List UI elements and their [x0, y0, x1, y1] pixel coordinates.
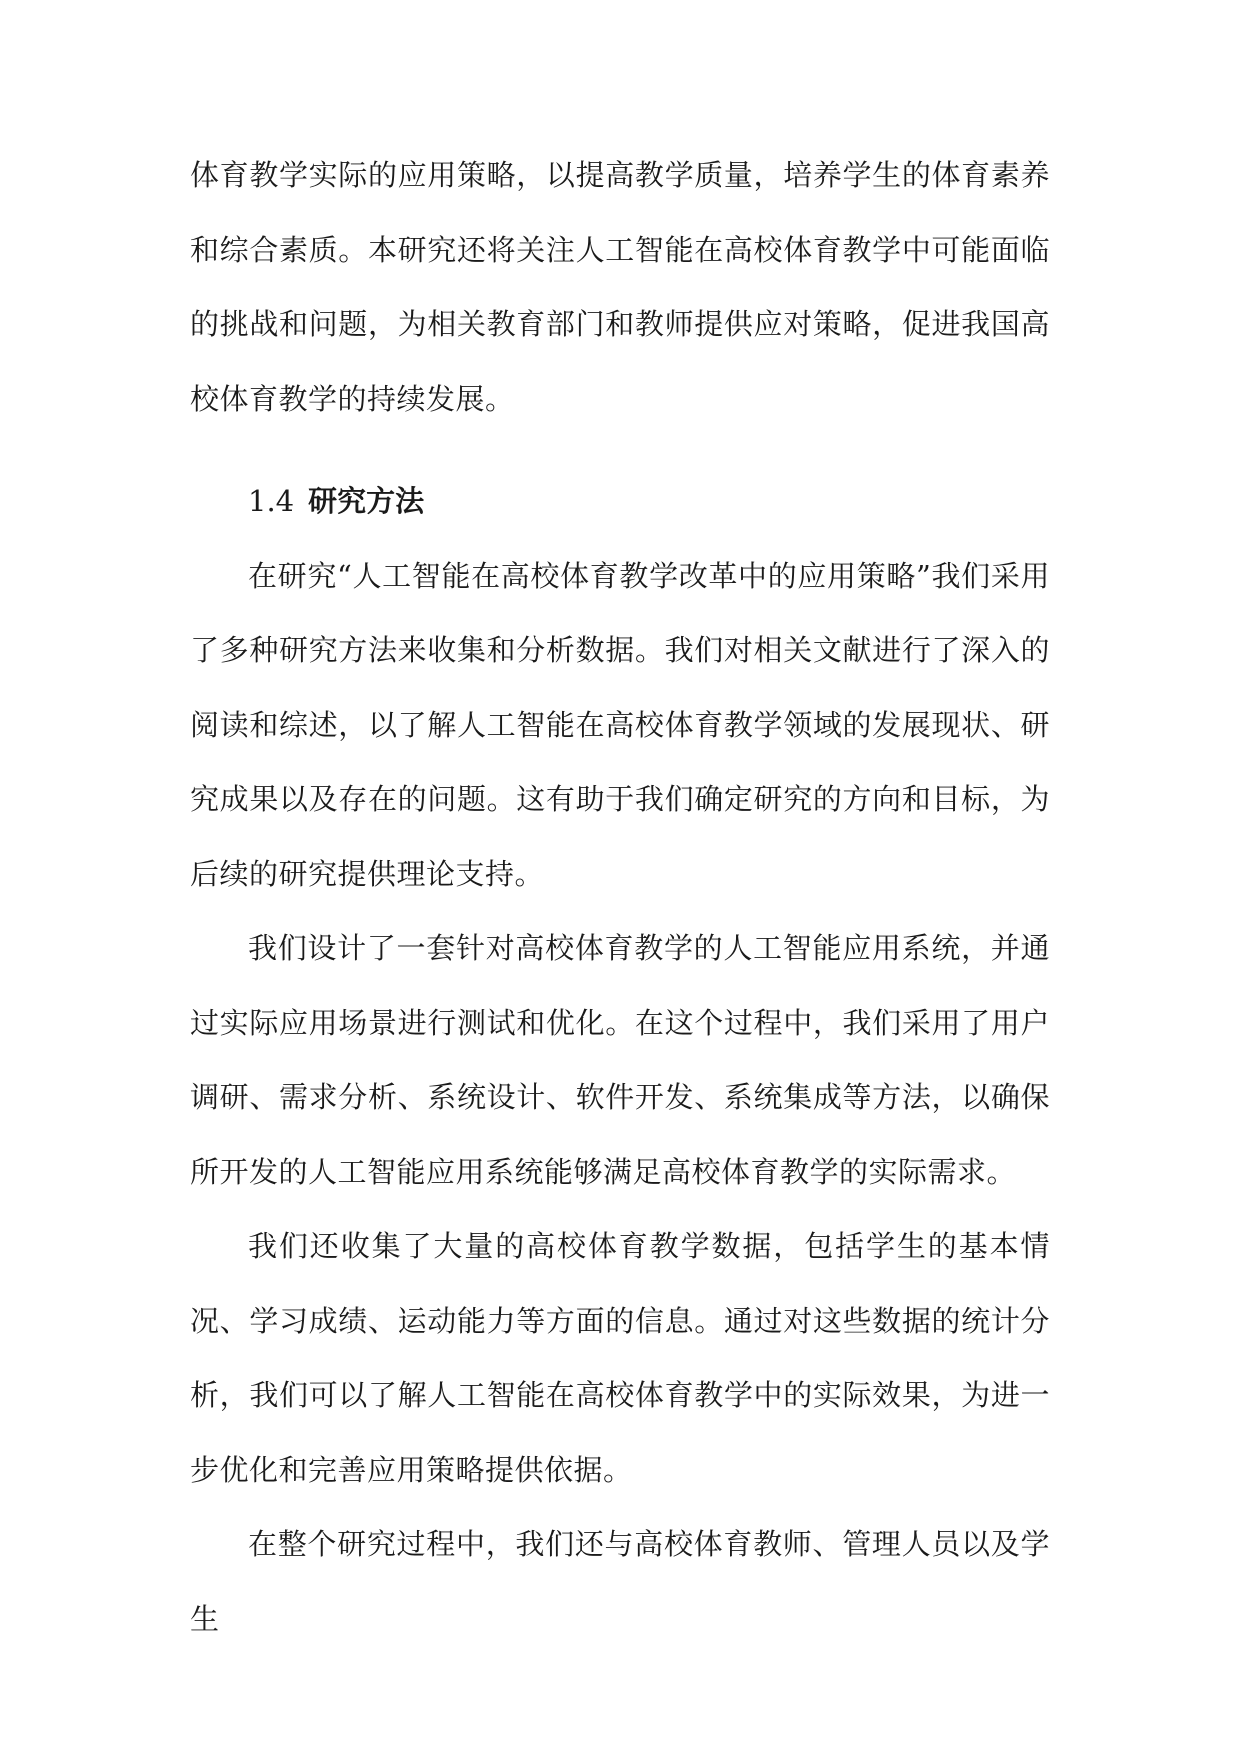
- paragraph-collaboration: 在整个研究过程中，我们还与高校体育教师、管理人员以及学生: [190, 1527, 1050, 1636]
- section-number: 1.4: [248, 484, 295, 518]
- continued-paragraph: 体育教学实际的应用策略，以提高教学质量，培养学生的体育素养和综合素质。本研究还将关注人工智能在高校体育教学中可能面临的挑战和问题，为相关教育部门和教师提供应对策略，促进我国高校体育教学的持续发展。: [190, 158, 1050, 416]
- section-heading: [190, 464, 1050, 539]
- paragraph-research-methods: 在研究“人工智能在高校体育教学改革中的应用策略”我们采用了多种研究方法来收集和分析数据。我们对相关文献进行了深入的阅读和综述，以了解人工智能在高校体育教学领域的发展现状、研究成果以及存在的问题。这有助于我们确定研究的方向和目标，为后续的研究提供理论支持。: [190, 558, 1050, 891]
- document-page: [190, 138, 1050, 1656]
- paragraph-data-collection: 我们还收集了大量的高校体育教学数据，包括学生的基本情况、学习成绩、运动能力等方面的信息。通过对这些数据的统计分析，我们可以了解人工智能在高校体育教学中的实际效果，为进一步优化和完善应用策略提供依据。: [190, 1229, 1050, 1487]
- paragraph-system-design: 我们设计了一套针对高校体育教学的人工智能应用系统，并通过实际应用场景进行测试和优化。在这个过程中，我们采用了用户调研、需求分析、系统设计、软件开发、系统集成等方法，以确保所开发的人工智能应用系统能够满足高校体育教学的实际需求。: [190, 931, 1050, 1189]
- section-title: 研究方法: [308, 484, 425, 518]
